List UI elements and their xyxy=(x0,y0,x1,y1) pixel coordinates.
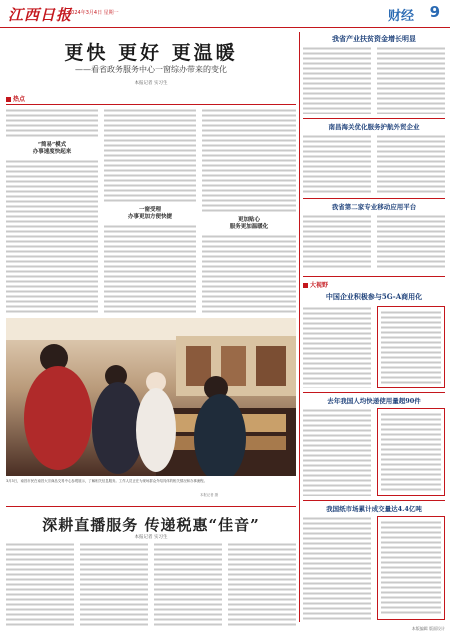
right-story-6-col-a xyxy=(303,516,371,620)
second-column-3 xyxy=(154,542,222,626)
column-divider xyxy=(299,32,300,622)
right-story-4-col-a xyxy=(303,306,371,388)
right-story-6-col-b xyxy=(377,516,445,620)
lead-headline: 更快 更好 更温暖 xyxy=(64,42,238,64)
lead-column-3 xyxy=(202,108,296,314)
page-number: 9 xyxy=(429,3,440,21)
big-view-label: 大视野 xyxy=(303,280,328,289)
lower-divider xyxy=(6,506,296,507)
lead-kicker-2: 一窗受理 办事更加方便快捷 xyxy=(127,207,172,220)
right-story-4-col-b xyxy=(377,306,445,388)
right-headline-3: 我省第二家专业移动应用平台 xyxy=(331,203,417,211)
right-story-3-col-a xyxy=(303,214,371,270)
masthead xyxy=(0,0,450,28)
right-headline-5: 去年我国人均快递使用量超90件 xyxy=(327,397,421,405)
second-column-1 xyxy=(6,542,74,626)
lead-subheadline: ——看省政务服务中心一窗综办带来的变化 xyxy=(75,65,227,74)
second-byline: 本报记者 实习生 xyxy=(134,535,168,540)
second-headline: 深耕直播服务 传递税惠“佳音” xyxy=(42,516,260,534)
right-divider-1 xyxy=(303,118,445,119)
second-column-4 xyxy=(228,542,296,626)
right-divider-4 xyxy=(303,392,445,393)
page-footer: 本版编辑 版面设计 xyxy=(411,626,445,631)
photo-credit: 本报记者 摄 xyxy=(200,493,219,497)
right-story-5-col-a xyxy=(303,408,371,496)
right-story-1-col-b xyxy=(377,46,445,114)
right-headline-4: 中国企业积极参与5G-A商用化 xyxy=(325,292,423,301)
section-divider xyxy=(6,104,296,105)
right-story-1-col-a xyxy=(303,46,371,114)
right-divider-2 xyxy=(303,198,445,199)
second-column-2 xyxy=(80,542,148,626)
right-story-3-col-b xyxy=(377,214,445,270)
right-divider-5 xyxy=(303,500,445,501)
issue-date: 2024年3月4日 星期一 xyxy=(68,10,119,16)
lead-column-2 xyxy=(104,108,196,314)
right-story-5-col-b xyxy=(377,408,445,496)
photo-illustration xyxy=(6,318,296,476)
right-story-2-col-b xyxy=(377,134,445,194)
right-divider-3 xyxy=(303,276,445,277)
hot-topic-label: 热点 xyxy=(6,94,25,103)
section-title: 财经 xyxy=(387,9,414,24)
lead-kicker-1: “简易”模式 办事速度快起来 xyxy=(32,142,72,155)
newspaper-logo: 江西日报 xyxy=(8,6,73,24)
right-headline-2: 南昌海关优化服务护航外贸企业 xyxy=(328,123,420,131)
lead-kicker-3: 更加贴心 服务更加温暖化 xyxy=(229,217,269,230)
news-photo xyxy=(6,318,296,476)
lead-column-1 xyxy=(6,108,98,314)
photo-caption: 3月3日，南昌市民在南昌大宗商品交易中心参观展示，了解相关信息服务。工作人员正在为现场群众介绍具体的相关情况和办事流程。 xyxy=(6,479,207,483)
right-headline-1: 我省产业扶贫资金增长明显 xyxy=(332,34,416,43)
lead-byline: 本报记者 实习生 xyxy=(134,81,168,86)
right-headline-6: 我国纸市场累计成交量达4.4亿吨 xyxy=(326,505,422,513)
right-story-2-col-a xyxy=(303,134,371,194)
